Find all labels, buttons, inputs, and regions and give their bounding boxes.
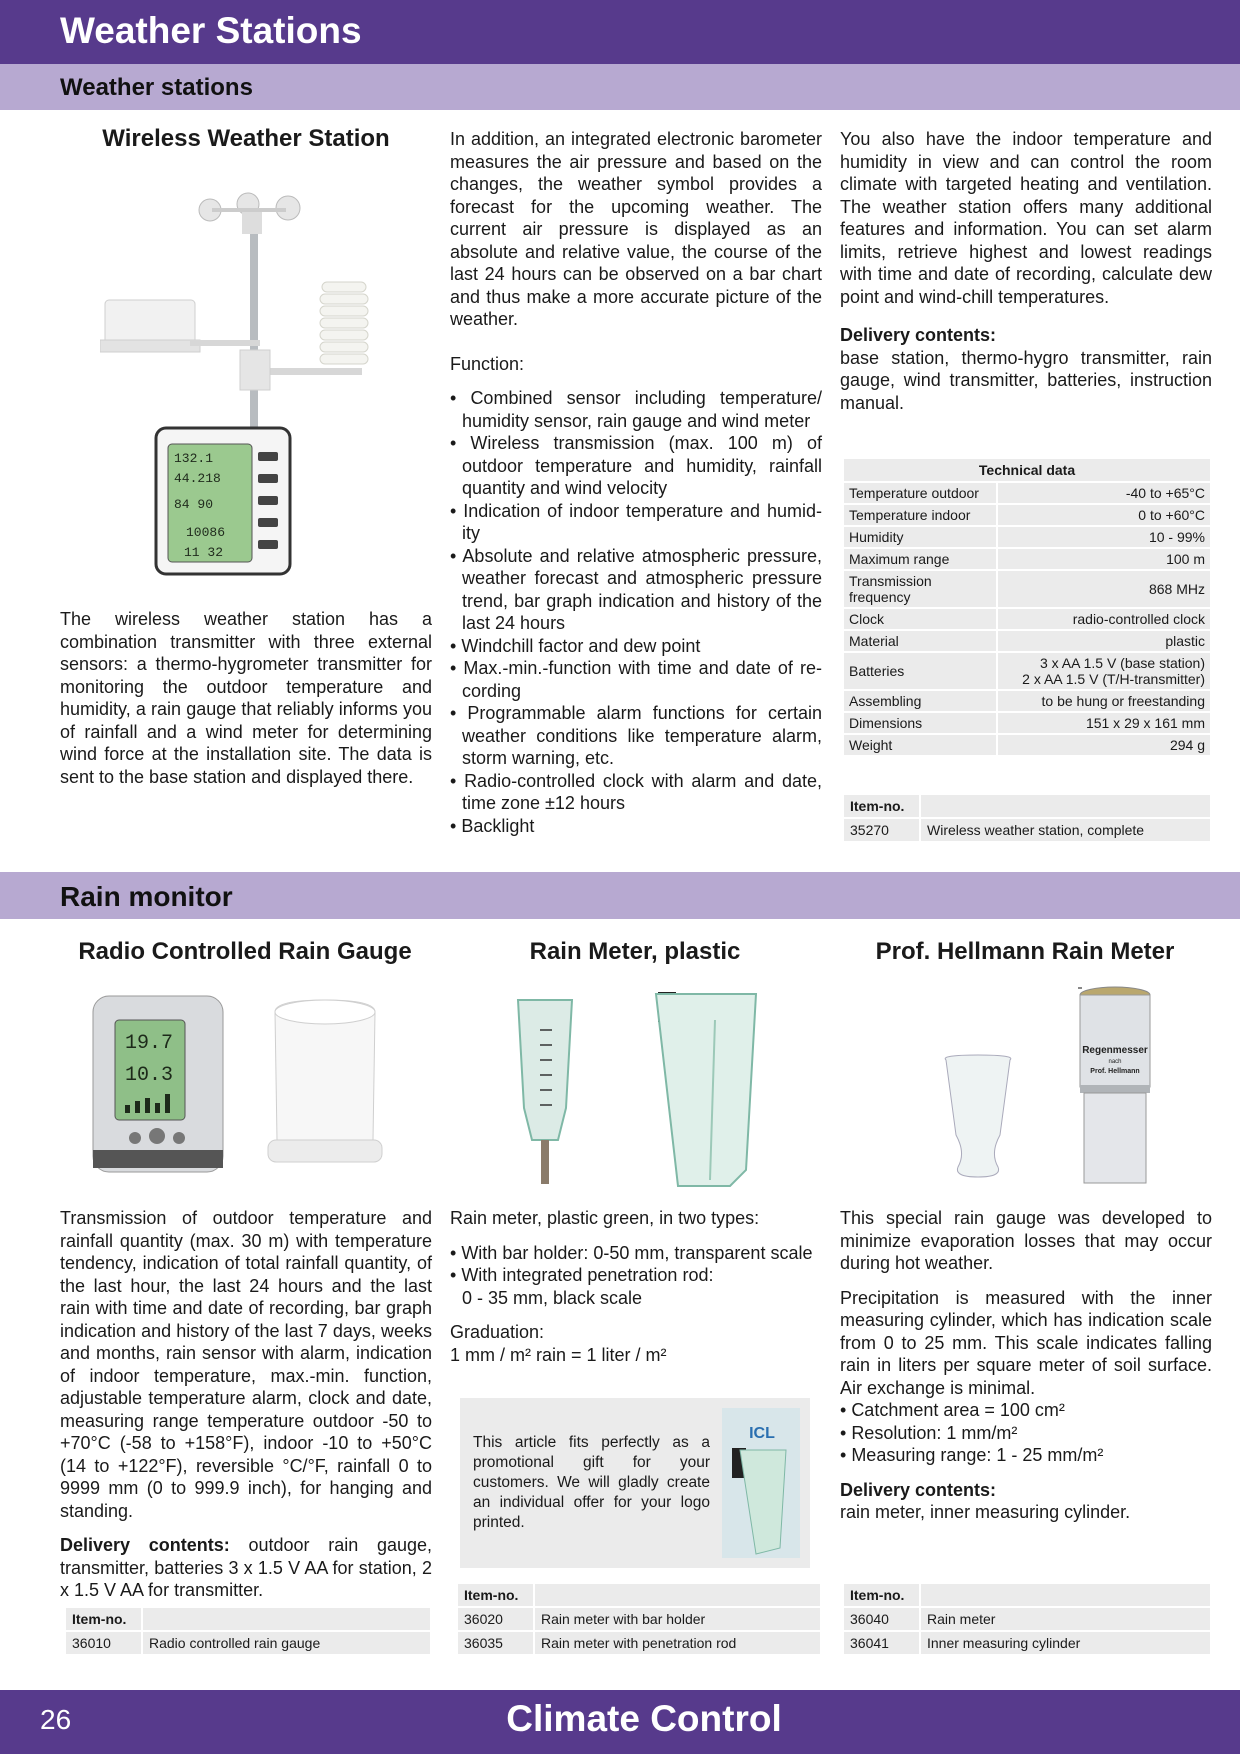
product-details-column (450, 128, 822, 837)
delivery-label: Delivery contents: (840, 1479, 997, 1500)
table-row (844, 505, 1210, 525)
page-title: Weather Stations (60, 10, 362, 51)
product-intro: The wireless weather station has a combination transmitter with three external sensors: a thermo-hygrometer transmitter for monitoring the outdoor temperature and humidity, a rain gauge that reliably informs you of rainfall and a wind meter for determining wind force at the installation site. The data is sent to the base station and displayed there. (60, 609, 432, 787)
table-row (844, 527, 1210, 547)
spec-value: 10 - 99% (998, 527, 1210, 547)
spec-value: -40 to +65°C (998, 483, 1210, 503)
table-row (844, 631, 1210, 651)
hellmann-paragraph-1: This special rain gauge was developed to minimize evaporation losses that may occur during hot weather. (840, 1208, 1212, 1273)
extra-features-paragraph: You also have the indoor temperature and humidity in view and can control the room climate with targeted heating and ventilation. The weather station offers many additional features and information. You can set alarm limits, retrieve highest and lowest readings with time and date of recording, calculate dew point and wind-chill temperatures. (840, 129, 1212, 307)
spec-value: 100 m (998, 549, 1210, 569)
delivery-label: Delivery contents: (60, 1535, 230, 1555)
list-item: • Backlight (450, 815, 822, 838)
spec-name: Clock (844, 609, 996, 629)
table-row (66, 1632, 430, 1654)
can-label-line-3: Prof. Hellmann (1090, 1068, 1140, 1075)
table-row (844, 713, 1210, 733)
spec-value: 0 to +60°C (998, 505, 1210, 525)
item-no-header: Item-no. (844, 795, 919, 817)
function-label: Function: (450, 353, 525, 374)
list-item: • Wireless transmission (max. 100 m) of outdoor temperature and humidity, rainfall quantity and wind velocity (450, 432, 822, 500)
svg-text:132.1: 132.1 (174, 451, 214, 466)
item-number: 36035 (458, 1632, 533, 1654)
item-number: 36020 (458, 1608, 533, 1630)
list-item: • With integrated penetration rod: 0 - 35 mm, black scale (450, 1264, 822, 1309)
technical-data-table (842, 457, 1212, 757)
plastic-type-list (450, 1242, 822, 1310)
spec-value: 151 x 29 x 161 mm (998, 713, 1210, 733)
table-row (844, 1632, 1210, 1654)
spec-name: Maximum range (844, 549, 996, 569)
promo-text: This article fits perfectly as a promotional gift for your customers. We will gladly create an individual offer for your logo printed. (473, 1434, 710, 1531)
barometer-paragraph: In addition, an integrated electronic barometer measures the air pressure and based on the changes, the weather symbol provides a forecast for the upcoming weather. The current air pressure is displayed as an absolute and relative value, the course of the last 24 hours can be observed on a bar chart and thus make a more accurate picture of the weather. (450, 129, 822, 329)
delivery-text: rain meter, inner measuring cylinder. (840, 1502, 1131, 1522)
list-item: • Absolute and relative atmospheric pressure, weather forecast and atmospheric pressure trend, bar graph indication and history of the last 24 hours (450, 545, 822, 635)
spec-name: Temperature indoor (844, 505, 996, 525)
item-number: 36041 (844, 1632, 919, 1654)
list-item: • Resolution: 1 mm/m² (840, 1422, 1212, 1445)
promo-logo-text: ICL (749, 1425, 775, 1442)
table-row (844, 819, 1210, 841)
hellmann-spec-list (840, 1399, 1212, 1467)
can-label-line-1: Regenmesser (1082, 1045, 1148, 1056)
item-table (64, 1606, 432, 1656)
promo-logo-image (722, 1408, 800, 1558)
weather-station-image (100, 190, 380, 580)
rain-gauge-description (60, 1207, 432, 1602)
spec-name: Temperature outdoor (844, 483, 996, 503)
delivery-text: outdoor rain gauge, transmitter, batteries 3 x 1.5 V AA for station, 2 x 1.5 V AA for transmitter. (60, 1535, 432, 1600)
list-item: • Windchill factor and dew point (450, 635, 822, 658)
table-row (458, 1608, 820, 1630)
item-table (456, 1582, 822, 1656)
spec-name: Batteries (844, 653, 996, 689)
list-item: • Indication of indoor temperature and humid-ity (450, 500, 822, 545)
technical-data-title: Technical data (844, 459, 1210, 481)
hellmann-description (840, 1207, 1212, 1524)
item-number: 35270 (844, 819, 919, 841)
list-item: • Programmable alarm functions for certain weather conditions like temperature alarm, storm warning, etc. (450, 702, 822, 770)
item-description: Rain meter with bar holder (535, 1608, 820, 1630)
page-header (0, 0, 1240, 64)
delivery-label: Delivery contents: (840, 325, 997, 345)
table-row (844, 609, 1210, 629)
product-title: Prof. Hellmann Rain Meter (875, 938, 1175, 965)
delivery-text: base station, thermo-hygro transmitter, rain gauge, wind transmitter, batteries, instruction manual. (840, 347, 1212, 413)
product-title: Wireless Weather Station (102, 125, 390, 152)
section-band-weather-stations (0, 64, 1240, 110)
plastic-intro: Rain meter, plastic green, in two types: (450, 1208, 760, 1228)
section-band-rain-monitor (0, 872, 1240, 919)
list-item: • Catchment area = 100 cm² (840, 1399, 1212, 1422)
spec-name: Weight (844, 735, 996, 755)
table-row (844, 735, 1210, 755)
graduation-value: 1 mm / m² rain = 1 liter / m² (450, 1344, 667, 1365)
product-extra-column (840, 128, 1212, 414)
table-row (844, 483, 1210, 503)
spec-name: Transmission frequency (844, 571, 996, 607)
table-row (844, 571, 1210, 607)
hellmann-rain-meter-image (930, 985, 1160, 1190)
svg-text:10086: 10086 (186, 525, 226, 540)
item-number: 36040 (844, 1608, 919, 1630)
spec-name: Assembling (844, 691, 996, 711)
page-number: 26 (40, 1704, 72, 1735)
section-heading: Weather stations (60, 74, 253, 101)
section-heading: Rain monitor (60, 881, 233, 912)
item-no-header: Item-no. (66, 1608, 141, 1630)
spec-value: 868 MHz (998, 571, 1210, 607)
item-table (842, 1582, 1212, 1656)
item-no-header: Item-no. (458, 1584, 533, 1606)
item-description: Inner measuring cylinder (921, 1632, 1210, 1654)
lcd-mid-value: 10.3 (125, 1064, 174, 1087)
spec-value: to be hung or freestanding (998, 691, 1210, 711)
spec-value: plastic (998, 631, 1210, 651)
item-description: Rain meter with penetration rod (535, 1632, 820, 1654)
spec-name: Dimensions (844, 713, 996, 733)
svg-text:44.218: 44.218 (174, 471, 221, 486)
can-label-line-2: nach (1108, 1059, 1122, 1065)
list-item: • With bar holder: 0-50 mm, transparent scale (450, 1242, 822, 1265)
list-item: • Measuring range: 1 - 25 mm/m² (840, 1444, 1212, 1467)
table-row (844, 653, 1210, 689)
hellmann-paragraph-2: Precipitation is measured with the inner measuring cylinder, which has indication scale from 0 to 25 mm. This scale indicates falling rain in liters per square meter of soil surface. Air exchange is minimal. (840, 1287, 1212, 1398)
rain-gauge-text: Transmission of outdoor temperature and rainfall quantity (max. 30 m) with temperature tendency, indication of total rainfall quantity, of the last hour, the last 24 hours and the last rain with time and date of recording, bar graph indication and history of the last 7 days, weeks and months, rain sensor with alarm, indication of indoor temperature, max.-min. function, adjustable temperature alarm, clock and date, measuring range temperature outdoor -50 to +70°C (-58 to +158°F), indoor -10 to +50°C (14 to +122°F), reversible °C/°F, rainfall 0 to 9999 mm (0 to 999.9 inch), for hanging and standing. (60, 1208, 432, 1521)
svg-text:11 32: 11 32 (184, 545, 224, 560)
table-row (458, 1632, 820, 1654)
item-description: Radio controlled rain gauge (143, 1632, 430, 1654)
plastic-rain-meter-image (510, 990, 770, 1190)
list-item: • Radio-controlled clock with alarm and date, time zone ±12 hours (450, 770, 822, 815)
table-row (844, 691, 1210, 711)
item-description: Rain meter (921, 1608, 1210, 1630)
table-row (844, 549, 1210, 569)
footer-title: Climate Control (506, 1698, 782, 1739)
plastic-rain-meter-description (450, 1207, 822, 1366)
list-item: • Max.-min.-function with time and date of re-cording (450, 657, 822, 702)
spec-name: Humidity (844, 527, 996, 547)
page-footer (0, 1690, 1240, 1754)
item-description: Wireless weather station, complete (921, 819, 1210, 841)
item-number: 36010 (66, 1632, 141, 1654)
function-list (450, 387, 822, 837)
spec-name: Material (844, 631, 996, 651)
product-title: Rain Meter, plastic (529, 938, 741, 965)
lcd-top-value: 19.7 (125, 1032, 174, 1055)
list-item: • Combined sensor including temperature/ humidity sensor, rain gauge and wind meter (450, 387, 822, 432)
item-table (842, 793, 1212, 843)
product-title: Radio Controlled Rain Gauge (78, 938, 412, 965)
graduation-label: Graduation: (450, 1322, 545, 1342)
rain-gauge-image (85, 990, 395, 1180)
table-row (844, 1608, 1210, 1630)
item-no-header: Item-no. (844, 1584, 919, 1606)
svg-text:84 90: 84 90 (174, 497, 214, 512)
promo-box (460, 1398, 810, 1568)
spec-value: 3 x AA 1.5 V (base station) 2 x AA 1.5 V (T/H-transmitter) (998, 653, 1210, 689)
spec-value: 294 g (998, 735, 1210, 755)
spec-value: radio-controlled clock (998, 609, 1210, 629)
